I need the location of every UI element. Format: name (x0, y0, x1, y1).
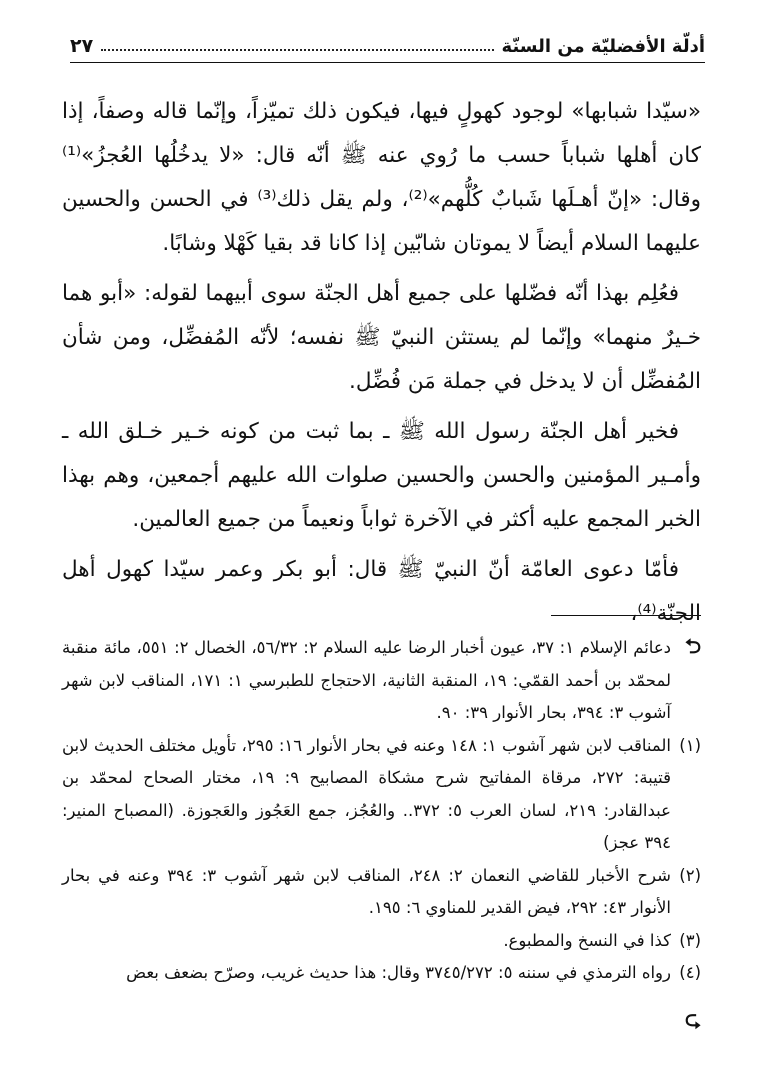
dot-leader (101, 41, 493, 51)
footnote-1-number: (١) (679, 735, 701, 755)
footnote-1-text: المناقب لابن شهر آشوب ١: ١٤٨ وعنه في بحار الأنوار ١٦: ٢٩٥، تأويل مختلف الحديث لابن قتيبة: ٢٧٢، مرقاة المفاتيح شرح مشكاة المصابيح ٩: ١٩، مختار الصحاح لمحمّد بن عبدالقادر: ٢١٩، لسان العرب ٥: ٣٧٢.. والعُجُز، جمع العَجُوز والعَجوزة. (المصباح المنير: ٣٩٤ عجز) (62, 735, 672, 852)
continues-next-page-arrow-icon: ⮎ (684, 1007, 701, 1031)
main-text (62, 90, 701, 642)
footnote-2-text: شرح الأخبار للقاضي النعمان ٢: ٢٤٨، المناقب لابن شهر آشوب ٣: ٣٩٤ وعنه في بحار الأنوار ٤٣: ٢٩٢، فيض القدير للمناوي ٦: ١٩٥. (62, 865, 671, 917)
chapter-title: أدلّة الأفضليّة من السنّة (501, 35, 705, 57)
footnote-3 (62, 925, 701, 958)
footnote-4-number: (٤) (679, 963, 701, 982)
paragraph-2: فعُلِم بهذا أنّه فضّلها على جميع أهل الجنّة سوى أبيهما لقوله: «أبو هما خـيرٌ منهما» وإنّما لم يستثن النبيّ ﷺ نفسه؛ لأنّه المُفضِّل، ومن شأن المُفضِّل أن لا يدخل في جملة مَن فُضِّل. (62, 281, 701, 394)
footnote-separator (551, 615, 701, 616)
paragraph-1: «سيّدا شبابها» لوجود كهولٍ فيها، فيكون ذلك تميّزاً، وإنّما قاله وصفاً، إذا كان أهلها شباباً حسب ما رُوي عنه ﷺ أنّه قال: «لا يدخُلُها العُجزُ»⁽¹⁾ وقال: «إنّ أهـلَها شَبابٌ كُلُّهم»⁽²⁾، ولم يقل ذلك⁽³⁾ في الحسن والحسين عليهما السلام أيضاً لا يموتان شابّين إذا كانا قد بقيا كَهْلا وشابًا. (62, 99, 701, 256)
footnote-3-text: كذا في النسخ والمطبوع. (503, 930, 671, 950)
running-header (70, 30, 705, 63)
footnote-4-text: رواه الترمذي في سننه ٥: ٣٧٤٥/٢٧٢ وقال: هذا حديث غريب، وصرّح بضعف بعض (126, 963, 671, 982)
footnotes (62, 632, 701, 990)
footnote-2 (62, 860, 701, 925)
paragraph-4: فأمّا دعوى العامّة أنّ النبيّ ﷺ قال: أبو بكر وعمر سيّدا كهول أهل الجنّة⁽⁴⁾، (62, 557, 701, 626)
footnote-continued-text: دعائم الإسلام ١: ٣٧، عيون أخبار الرضا عليه السلام ٢: ٥٦/٣٢، الخصال ٢: ٥٥١، مائة منقبة لمحمّد بن أحمد القمّي: ١٩، المنقبة الثانية، الاحتجاج للطبرسي ١: ١٧١، المناقب لابن شهر آشوب ٣: ٣٩٤، بحار الأنوار ٣٩: ٩٠. (62, 638, 672, 722)
footnote-1 (62, 730, 701, 860)
paragraph-3: فخير أهل الجنّة رسول الله ﷺ ـ بما ثبت من كونه خـير خـلق الله ـ وأمـير المؤمنين والحسن والحسين صلوات الله عليهم أجمعين، وهم بهذا الخبر المجمع عليه أكثر في الآخرة ثواباً ونعيماً من جميع العالمين. (62, 419, 701, 532)
footnote-continued (62, 632, 701, 730)
footnote-2-number: (٢) (679, 865, 701, 885)
page-number: ٢٧ (70, 35, 94, 57)
footnote-4 (62, 957, 701, 990)
footnote-3-number: (٣) (679, 930, 701, 950)
continuation-arrow-icon: ⮌ (684, 634, 701, 658)
